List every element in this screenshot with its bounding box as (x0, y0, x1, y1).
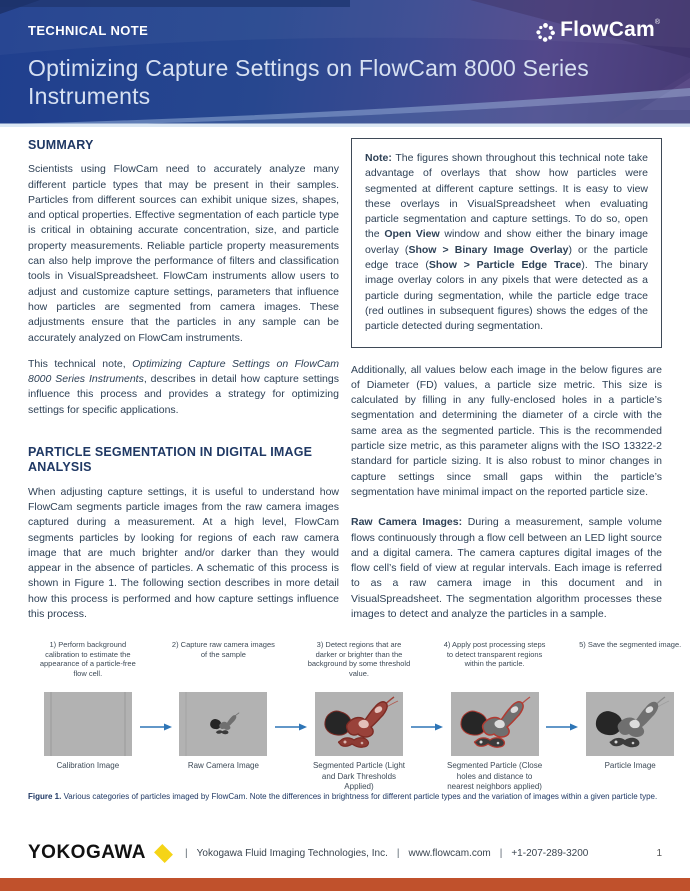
footer-company: Yokogawa Fluid Imaging Technologies, Inc. (196, 847, 388, 859)
summary-paragraph-1: Scientists using FlowCam need to accurately analyze many different particle types that may be present in their samples. Particles from different sources can exhibit unique sizes, shapes, and optical properties. Effective segmentation of each particle type is critical in obtaining accurate concentration, size, and particle property measurements. Reliable particle property measurements can also help improve the performance of filters and classification tools in VisualSpreadsheet. FlowCam instruments allow users to adjust and customize capture settings, parameters that influence how particles are segmented from camera images. These adjustments ensure that the particles in any sample can be accurately analyzed on FlowCam instruments. (28, 163, 339, 344)
page-number: 1 (656, 847, 662, 859)
arrow-right-icon (275, 718, 307, 736)
step-3-label: 3) Detect regions that are darker or brighter than the background by some threshold value. (307, 640, 411, 678)
flowcam-dots-icon (535, 22, 556, 48)
raw-camera-paragraph: Raw Camera Images: During a measurement, sample volume flows continuously through a flow cell between an LED light source and a digital camera. The camera captures digital images of the flow cell’s field of view at regular intervals. Each image is referred to as a raw camera image in this document and in VisualSpreadsheet. The segmentation algorithm processes these images to detect and analyze the particles in a sample. (351, 516, 662, 621)
yokogawa-diamond-icon (154, 844, 173, 863)
right-column (351, 138, 662, 637)
segmented-particle-thresholds-image (315, 692, 403, 756)
step-2-caption: Raw Camera Image (187, 761, 259, 770)
arrow-right-icon (411, 718, 443, 736)
step-3-caption: Segmented Particle (Light and Dark Thresholds Applied) (312, 761, 406, 791)
figure-step-1 (36, 640, 140, 772)
figure-1-caption: Figure 1. Various categories of particles imaged by FlowCam. Note the differences in brightness for different particle types and the variation of images within a given particle type. (28, 792, 658, 801)
yokogawa-logo (28, 842, 185, 864)
flowcam-wordmark: FlowCam (560, 18, 655, 41)
diameter-paragraph: Additionally, all values below each image in the below figures are of Diameter (FD) values, a particle size metric. This size is calculated by filling in any fully-enclosed holes in a particle’s segmentation and determining the diameter of a circle with the same area as the segmented particle. This is the recommended particle size metric, as this parameter aligns with the ISO 13322-2 standard for particle sizing. It is also robust to minor changes in capture settings since small gaps within the particle’s segmentation have minimal impact on the reported particle size. (351, 363, 662, 498)
step-5-caption: Particle Image (604, 761, 656, 770)
page-title: Optimizing Capture Settings on FlowCam 8000 Series Instruments (28, 55, 589, 109)
footer-website: www.flowcam.com (408, 847, 491, 859)
step-1-caption: Calibration Image (56, 761, 120, 770)
calibration-image (44, 692, 132, 756)
footer-separator: | (185, 847, 188, 859)
footer-accent-bar (0, 878, 690, 891)
arrow-right-icon (140, 718, 172, 736)
figure-step-5 (578, 640, 682, 772)
particle-image (586, 692, 674, 756)
summary-heading: SUMMARY (28, 138, 94, 152)
footer-separator: | (499, 847, 503, 859)
footer-phone: +1-207-289-3200 (511, 847, 589, 859)
figure-1 (36, 640, 682, 793)
left-column (28, 138, 339, 633)
flowcam-logo (535, 18, 660, 48)
segmented-particle-postprocess-image (451, 692, 539, 756)
raw-camera-image (179, 692, 267, 756)
step-1-label: 1) Perform background calibration to estimate the appearance of a particle-free flow cell. (39, 640, 136, 678)
step-4-caption: Segmented Particle (Close holes and distance to nearest neighbors applied) (447, 761, 543, 791)
segmentation-heading: PARTICLE SEGMENTATION IN DIGITAL IMAGE ANALYSIS (28, 445, 313, 475)
footer-info (185, 848, 662, 859)
segmentation-paragraph: When adjusting capture settings, it is useful to understand how FlowCam segments particle images from the raw camera images captured during a measurement. At a high level, FlowCam segments particles by looking for regions of each raw camera image that are much brighter and/or darker than they would appear in the absence of particles. A schematic of this process is shown in Figure 1. The following section describes in more detail how this process is performed and how capture settings influence this process. (28, 485, 339, 621)
summary-paragraph-2: This technical note, Optimizing Capture Settings on FlowCam 8000 Series Instruments, describes in detail how capture settings influence this process and provides a strategy for optimizing settings for specific applications. (28, 357, 339, 416)
yokogawa-wordmark: YOKOGAWA (28, 842, 147, 863)
step-4-label: 4) Apply post processing steps to detect transparent regions within the particle. (443, 640, 546, 668)
document-type-label: TECHNICAL NOTE (28, 23, 149, 38)
figure-step-3 (307, 640, 411, 793)
step-5-label: 5) Save the segmented image. (579, 640, 682, 649)
note-box (351, 138, 662, 348)
figure-step-2 (172, 640, 276, 772)
note-text: Note: The figures shown throughout this technical note take advantage of overlays that show how particles were segmented at different capture settings. It is easy to view these overlays in VisualSpreadsheet when evaluating particle segmentation and capture settings. To do so, open the Open View window and show either the binary image overlay (Show > Binary Image Overlay) or the particle edge trace (Show > Particle Edge Trace). The binary image overlay colors in any pixels that were detected as a particle during segmentation, while the particle edge trace (red outlines in subsequent figures) shows the edges of the particle detected during segmentation. (365, 152, 649, 333)
step-2-label: 2) Capture raw camera images of the sample (171, 640, 275, 659)
page-footer (28, 842, 662, 864)
registered-mark: ® (654, 19, 660, 26)
figure-step-4 (443, 640, 547, 793)
footer-separator: | (396, 847, 400, 859)
arrow-right-icon (546, 718, 578, 736)
page-header (0, 0, 690, 127)
